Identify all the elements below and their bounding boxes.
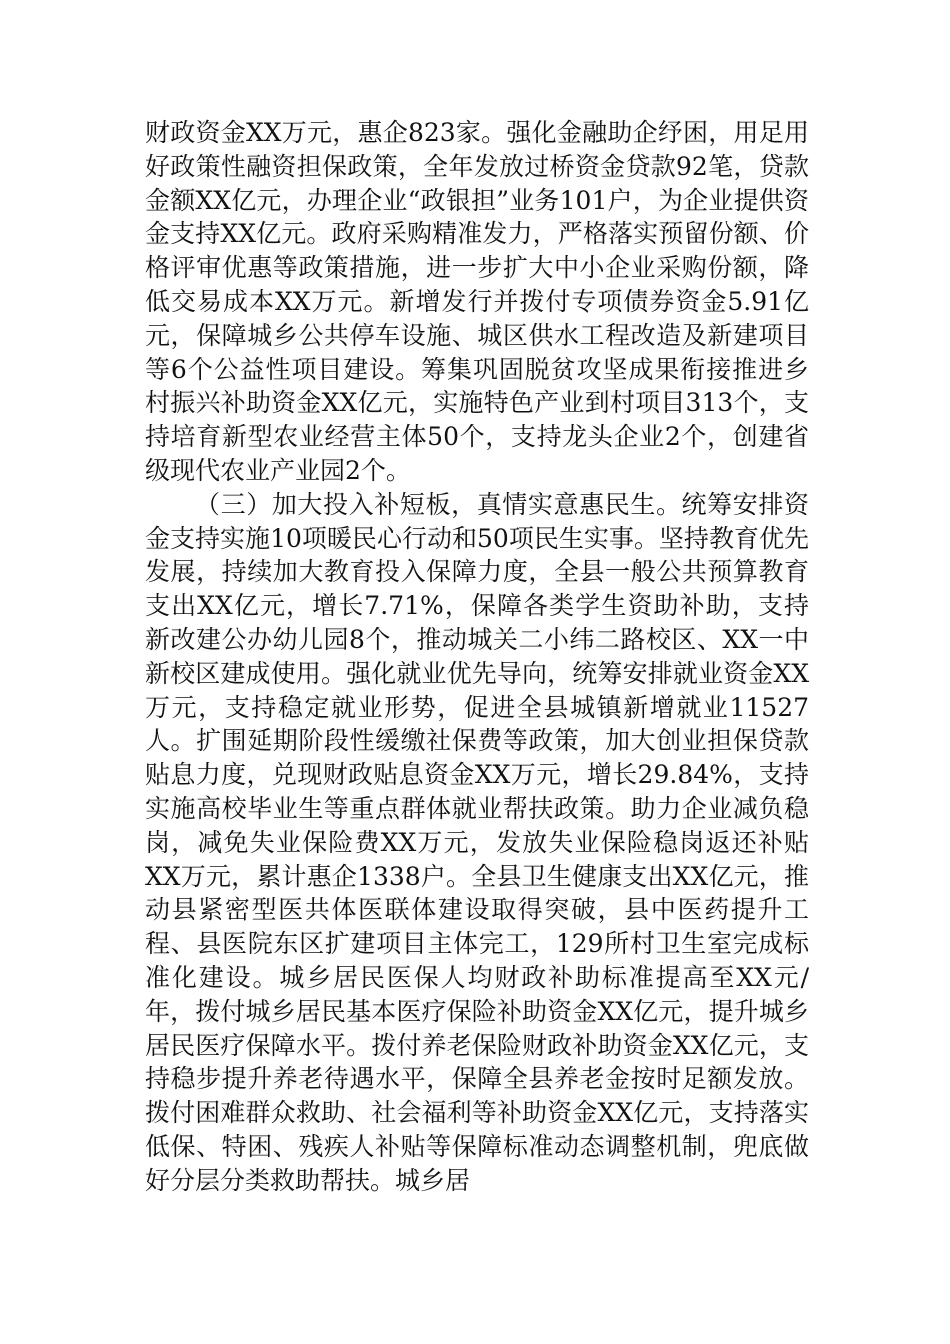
paragraph-1: 财政资金XX万元，惠企823家。强化金融助企纾困，用足用好政策性融资担保政策，全年发放过桥资金贷款92笔，贷款金额XX亿元，办理企业“政银担”业务101户，为企业提供资金支持XX亿元。政府采购精准发力，严格落实预留份额、价格评审优惠等政策措施，进一步扩大中小企业采购份额，降低交易成本XX万元。新增发行并拨付专项债券资金5.91亿元，保障城乡公共停车设施、城区供水工程改造及新建项目等6个公益性项目建设。筹集巩固脱贫攻坚成果衔接推进乡村振兴补助资金XX亿元，实施特色产业到村项目313个，支持培育新型农业经营主体50个，支持龙头企业2个，创建省级现代农业产业园2个。 — [145, 118, 809, 485]
document-body — [145, 116, 809, 1198]
paragraph-2: （三）加大投入补短板，真情实意惠民生。统筹安排资金支持实施10项暖民心行动和50项民生实事。坚持教育优先发展，持续加大教育投入保障力度，全县一般公共预算教育支出XX亿元，增长7.71%，保障各类学生资助补助，支持新改建公办幼儿园8个，推动城关二小纬二路校区、XX一中新校区建成使用。强化就业优先导向，统筹安排就业资金XX万元，支持稳定就业形势，促进全县城镇新增就业11527人。扩围延期阶段性缓缴社保费等政策，加大创业担保贷款贴息力度，兑现财政贴息资金XX万元，增长29.84%，支持实施高校毕业生等重点群体就业帮扶政策。助力企业减负稳岗，减免失业保险费XX万元，发放失业保险稳岗返还补贴XX万元，累计惠企1338户。全县卫生健康支出XX亿元，推动县紧密型医共体医联体建设取得突破，县中医药提升工程、县医院东区扩建项目主体完工，129所村卫生室完成标准化建设。城乡居民医保人均财政补助标准提高至XX元/年，拨付城乡居民基本医疗保险补助资金XX亿元，提升城乡居民医疗保障水平。拨付养老保险财政补助资金XX亿元，支持稳步提升养老待遇水平，保障全县养老金按时足额发放。拨付困难群众救助、社会福利等补助资金XX亿元，支持落实低保、特困、残疾人补贴等保障标准动态调整机制，兜底做好分层分类救助帮扶。城乡居 — [145, 489, 809, 1195]
